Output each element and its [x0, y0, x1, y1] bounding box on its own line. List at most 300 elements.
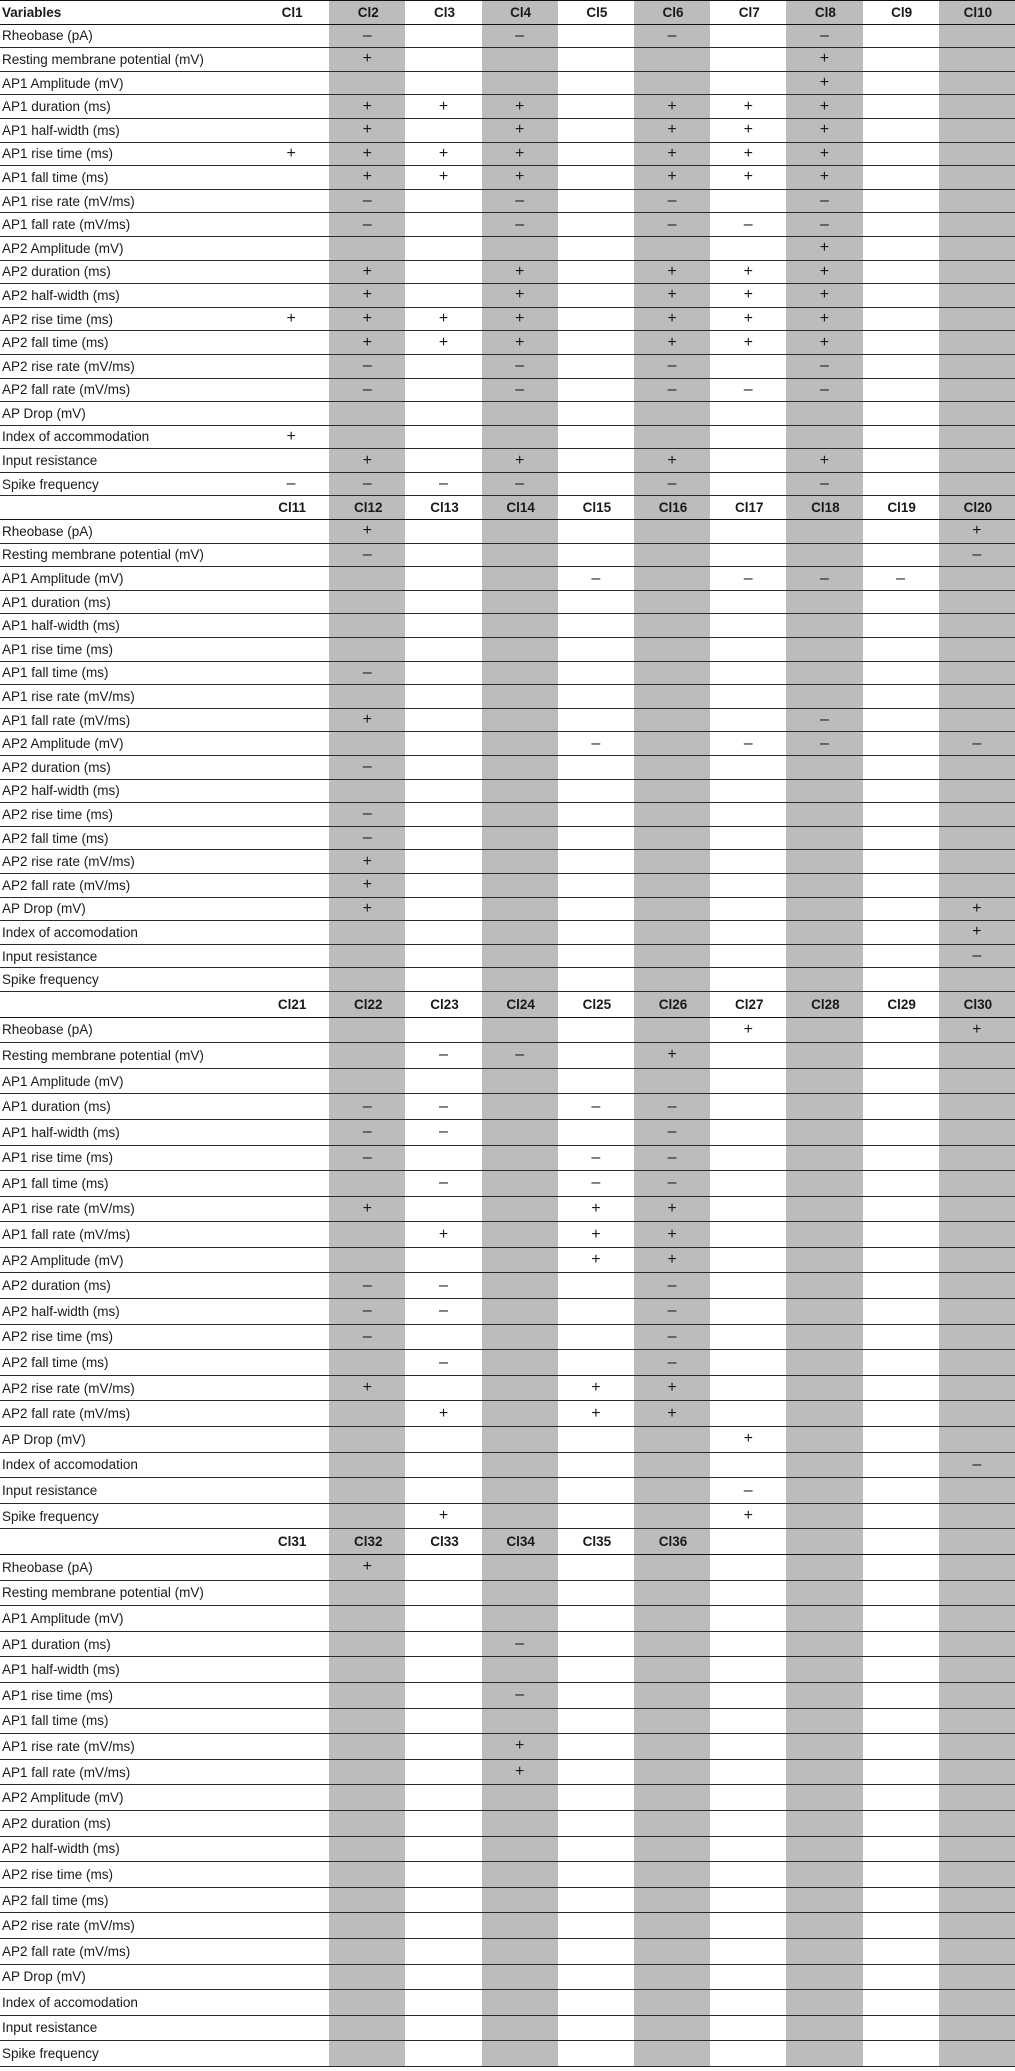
table-cell — [405, 543, 481, 567]
row-label: AP2 Amplitude (mV) — [2, 240, 124, 256]
table-row — [0, 708, 1015, 732]
table-cell — [253, 1759, 329, 1785]
table-cell — [253, 1785, 329, 1811]
table-cell — [863, 1247, 939, 1273]
table-cell — [786, 1119, 862, 1145]
header-label: Variables — [2, 4, 62, 20]
table-cell — [786, 1682, 862, 1708]
table-cell — [786, 520, 862, 544]
table-cell — [786, 826, 862, 850]
table-cell — [786, 1503, 862, 1529]
table-cell — [863, 1887, 939, 1913]
table-cell: + — [743, 1020, 753, 1038]
table-cell — [253, 1631, 329, 1657]
header-label — [0, 496, 253, 520]
header-label — [0, 1529, 253, 1555]
table-row — [0, 2015, 1015, 2041]
table-cell — [634, 779, 710, 803]
table-cell — [939, 1862, 1015, 1888]
table-cell — [482, 2015, 558, 2041]
table-cell — [863, 118, 939, 142]
table-cell — [558, 661, 634, 685]
table-row — [0, 1478, 1015, 1504]
table-cell — [634, 756, 710, 780]
table-cell: – — [329, 1324, 405, 1350]
table-cell — [558, 520, 634, 544]
table-cell — [558, 1478, 634, 1504]
row-label: AP2 duration (ms) — [2, 1815, 111, 1831]
table-cell: – — [329, 378, 405, 402]
table-cell: – — [634, 378, 710, 402]
table-cell — [405, 24, 481, 48]
table-cell — [863, 1043, 939, 1069]
table-cell — [634, 638, 710, 662]
table-cell — [634, 1913, 710, 1939]
table-cell — [710, 236, 786, 260]
table-cell: – — [634, 1119, 710, 1145]
table-row — [0, 1913, 1015, 1939]
table-cell: + — [482, 95, 558, 119]
table-cell: + — [743, 1507, 753, 1525]
table-cell — [786, 1350, 862, 1376]
table-cell — [253, 1043, 329, 1069]
table-row — [0, 24, 1015, 48]
table-cell — [939, 1964, 1015, 1990]
table-cell: – — [329, 1145, 405, 1171]
table-cell — [329, 1606, 405, 1632]
table-cell — [634, 1887, 710, 1913]
table-cell — [253, 1913, 329, 1939]
table-cell — [558, 1068, 634, 1094]
table-cell — [329, 71, 405, 95]
table-cell — [482, 850, 558, 874]
column-header: Cl31 — [277, 1534, 307, 1550]
table-cell — [786, 1068, 862, 1094]
row-label: Resting membrane potential (mV) — [2, 547, 204, 563]
row-label: AP1 rise time (ms) — [2, 1150, 114, 1166]
table-cell — [786, 590, 862, 614]
table-cell: + — [786, 48, 862, 72]
table-cell — [634, 1708, 710, 1734]
row-label: AP2 rise time (ms) — [2, 311, 114, 327]
table-cell — [253, 567, 329, 591]
table-cell — [710, 449, 786, 473]
table-cell — [786, 1299, 862, 1325]
table-cell — [634, 1555, 710, 1581]
table-cell — [863, 189, 939, 213]
table-cell — [863, 1375, 939, 1401]
table-cell: – — [939, 1452, 1015, 1478]
table-cell — [863, 213, 939, 237]
table-cell — [405, 48, 481, 72]
table-cell — [634, 567, 710, 591]
table-cell — [634, 1580, 710, 1606]
table-cell: + — [286, 310, 296, 328]
table-cell — [558, 2015, 634, 2041]
column-header: Cl24 — [482, 991, 558, 1017]
table-cell — [558, 1836, 634, 1862]
table-cell — [939, 284, 1015, 308]
table-cell — [405, 921, 481, 945]
table-cell — [405, 402, 481, 426]
table-row — [0, 850, 1015, 874]
row-label: Resting membrane potential (mV) — [2, 51, 204, 67]
table-cell — [786, 1222, 862, 1248]
table-cell — [863, 1759, 939, 1785]
table-cell — [863, 24, 939, 48]
table-cell — [253, 1273, 329, 1299]
table-cell: + — [634, 166, 710, 190]
table-cell — [786, 1555, 862, 1581]
table-cell: + — [329, 1555, 405, 1581]
table-cell — [863, 1836, 939, 1862]
column-header: Cl29 — [887, 996, 916, 1012]
table-cell — [863, 1938, 939, 1964]
table-cell: + — [634, 1401, 710, 1427]
table-cell: + — [438, 333, 449, 351]
row-label: AP2 rise rate (mV/ms) — [2, 1918, 135, 1934]
table-cell — [863, 1810, 939, 1836]
table-cell — [786, 1324, 862, 1350]
table-cell — [786, 661, 862, 685]
row-label: Index of accomodation — [2, 1994, 138, 2010]
table-cell: + — [786, 284, 862, 308]
table-cell — [710, 1145, 786, 1171]
table-cell — [329, 1810, 405, 1836]
table-cell: – — [591, 1148, 601, 1166]
table-cell — [634, 590, 710, 614]
table-cell — [253, 118, 329, 142]
table-cell — [863, 354, 939, 378]
table-cell — [786, 1785, 862, 1811]
table-cell — [558, 685, 634, 709]
table-cell — [329, 1068, 405, 1094]
row-label: AP Drop (mV) — [2, 1969, 86, 1985]
table-row — [0, 803, 1015, 827]
table-row — [0, 543, 1015, 567]
table-row — [0, 1836, 1015, 1862]
table-cell — [329, 1478, 405, 1504]
table-cell — [405, 284, 481, 308]
table-cell — [863, 968, 939, 992]
table-cell — [558, 1555, 634, 1581]
table-cell: + — [634, 331, 710, 355]
table-row — [0, 1094, 1015, 1120]
table-cell — [863, 95, 939, 119]
table-cell — [786, 1580, 862, 1606]
column-header: Cl16 — [634, 496, 710, 520]
table-cell — [329, 1938, 405, 1964]
table-cell — [863, 284, 939, 308]
row-label: AP1 rise time (ms) — [2, 641, 114, 657]
table-cell — [558, 1682, 634, 1708]
table-cell — [558, 1606, 634, 1632]
table-cell — [939, 2041, 1015, 2067]
table-cell — [710, 1836, 786, 1862]
table-cell — [329, 921, 405, 945]
table-cell — [863, 732, 939, 756]
table-cell — [634, 1734, 710, 1760]
table-cell: – — [634, 24, 710, 48]
table-cell — [253, 873, 329, 897]
row-label: AP1 duration (ms) — [2, 594, 111, 610]
table-cell: – — [786, 189, 862, 213]
table-cell: – — [482, 24, 558, 48]
table-cell — [558, 1810, 634, 1836]
table-cell — [634, 944, 710, 968]
table-cell — [710, 2015, 786, 2041]
table-cell — [482, 708, 558, 732]
table-cell — [939, 402, 1015, 426]
table-cell — [863, 2041, 939, 2067]
table-cell — [710, 402, 786, 426]
table-cell: + — [634, 1222, 710, 1248]
table-cell — [253, 236, 329, 260]
table-cell: + — [438, 1404, 449, 1422]
table-cell — [253, 1580, 329, 1606]
table-cell — [253, 661, 329, 685]
row-label: Input resistance — [2, 453, 98, 469]
row-label: AP2 duration (ms) — [2, 264, 111, 280]
table-row — [0, 1810, 1015, 1836]
table-cell: – — [634, 1273, 710, 1299]
table-cell — [863, 1119, 939, 1145]
table-cell — [482, 1708, 558, 1734]
table-cell — [710, 779, 786, 803]
table-cell — [710, 708, 786, 732]
table-cell — [634, 236, 710, 260]
table-cell: – — [439, 1353, 448, 1371]
table-cell — [863, 71, 939, 95]
table-cell — [253, 284, 329, 308]
table-cell: – — [482, 472, 558, 496]
table-cell: + — [482, 284, 558, 308]
table-cell — [405, 708, 481, 732]
table-cell — [253, 1094, 329, 1120]
table-cell — [405, 1196, 481, 1222]
table-cell: + — [329, 1196, 405, 1222]
table-cell: + — [786, 166, 862, 190]
table-cell — [405, 1938, 481, 1964]
table-row — [0, 1887, 1015, 1913]
table-cell — [863, 1478, 939, 1504]
row-label: Spike frequency — [2, 1508, 99, 1524]
table-cell — [939, 260, 1015, 284]
table-cell: – — [439, 1097, 448, 1115]
table-cell — [863, 638, 939, 662]
table-cell — [634, 1759, 710, 1785]
table-cell — [405, 1682, 481, 1708]
table-cell — [405, 567, 481, 591]
table-cell — [405, 1555, 481, 1581]
table-cell — [253, 1427, 329, 1453]
table-cell — [253, 543, 329, 567]
table-cell — [558, 921, 634, 945]
table-cell — [253, 708, 329, 732]
row-label: AP2 Amplitude (mV) — [2, 1252, 124, 1268]
table-cell — [253, 1350, 329, 1376]
table-cell — [710, 1043, 786, 1069]
table-cell — [939, 1913, 1015, 1939]
table-cell — [405, 236, 481, 260]
table-cell — [558, 425, 634, 449]
table-cell — [405, 779, 481, 803]
table-row — [0, 1119, 1015, 1145]
table-cell — [710, 2041, 786, 2067]
row-label: AP1 duration (ms) — [2, 1636, 111, 1652]
table-cell — [558, 166, 634, 190]
table-cell: + — [286, 427, 296, 445]
table-cell — [558, 1452, 634, 1478]
table-cell: – — [329, 1094, 405, 1120]
table-cell: + — [634, 118, 710, 142]
column-header: Cl26 — [634, 991, 710, 1017]
table-cell: + — [786, 236, 862, 260]
table-cell — [405, 944, 481, 968]
table-cell — [329, 1734, 405, 1760]
table-cell — [405, 378, 481, 402]
table-cell — [710, 1938, 786, 1964]
table-cell: + — [743, 97, 753, 115]
table-cell — [863, 708, 939, 732]
table-cell — [482, 1810, 558, 1836]
table-cell — [786, 1810, 862, 1836]
table-cell — [634, 850, 710, 874]
column-header: Cl20 — [939, 496, 1015, 520]
table-cell — [939, 708, 1015, 732]
column-header: Cl33 — [430, 1534, 459, 1550]
table-row — [0, 1759, 1015, 1785]
table-cell — [253, 449, 329, 473]
row-label: AP1 rise time (ms) — [2, 1687, 114, 1703]
table-cell — [329, 968, 405, 992]
table-cell — [863, 1145, 939, 1171]
table-cell — [863, 1708, 939, 1734]
table-cell — [405, 1887, 481, 1913]
table-cell — [329, 944, 405, 968]
table-cell — [558, 944, 634, 968]
table-cell — [710, 1171, 786, 1197]
column-header: Cl17 — [734, 500, 764, 516]
table-cell — [558, 449, 634, 473]
table-cell: + — [438, 97, 449, 115]
table-cell: – — [786, 708, 862, 732]
table-cell — [253, 732, 329, 756]
row-label: AP2 rise time (ms) — [2, 1866, 114, 1882]
row-label: AP1 half-width (ms) — [2, 1124, 120, 1140]
table-cell — [939, 1299, 1015, 1325]
table-cell — [634, 1631, 710, 1657]
table-cell — [405, 685, 481, 709]
table-cell — [863, 331, 939, 355]
table-cell — [710, 1913, 786, 1939]
table-cell — [558, 1734, 634, 1760]
table-cell — [863, 1222, 939, 1248]
table-cell: + — [743, 144, 753, 162]
table-cell — [863, 1068, 939, 1094]
table-row — [0, 968, 1015, 992]
table-cell — [405, 638, 481, 662]
table-cell — [558, 1964, 634, 1990]
header-row — [0, 991, 1015, 1017]
table-cell — [634, 1682, 710, 1708]
table-cell — [482, 1222, 558, 1248]
table-cell — [634, 2041, 710, 2067]
table-cell — [253, 1734, 329, 1760]
table-cell — [786, 1017, 862, 1043]
column-header: Cl25 — [582, 996, 612, 1012]
table-cell — [786, 921, 862, 945]
table-cell — [939, 685, 1015, 709]
table-cell — [405, 449, 481, 473]
row-label: AP1 fall rate (mV/ms) — [2, 712, 131, 728]
table-cell — [405, 732, 481, 756]
row-label: AP1 rise rate (mV/ms) — [2, 1201, 135, 1217]
table-cell — [482, 1478, 558, 1504]
table-row — [0, 1171, 1015, 1197]
table-cell — [863, 590, 939, 614]
table-cell — [253, 944, 329, 968]
table-cell — [786, 1427, 862, 1453]
table-cell — [710, 1785, 786, 1811]
table-cell — [939, 48, 1015, 72]
table-row — [0, 1708, 1015, 1734]
table-cell: – — [329, 803, 405, 827]
table-cell — [558, 1990, 634, 2016]
table-cell — [253, 95, 329, 119]
table-cell — [329, 1682, 405, 1708]
table-cell — [710, 1708, 786, 1734]
table-cell — [939, 1094, 1015, 1120]
row-label: AP1 fall time (ms) — [2, 169, 109, 185]
table-cell — [710, 590, 786, 614]
table-cell — [558, 189, 634, 213]
table-cell — [558, 1759, 634, 1785]
table-cell: + — [743, 168, 753, 186]
table-cell — [939, 1938, 1015, 1964]
table-cell — [634, 1503, 710, 1529]
table-cell — [558, 1503, 634, 1529]
table-cell — [253, 1836, 329, 1862]
table-cell — [405, 873, 481, 897]
table-cell — [482, 1887, 558, 1913]
table-cell: + — [329, 897, 405, 921]
table-cell — [939, 1068, 1015, 1094]
table-cell — [786, 1964, 862, 1990]
table-cell — [939, 590, 1015, 614]
table-cell — [405, 1247, 481, 1273]
table-cell: – — [591, 1097, 601, 1115]
table-cell — [253, 331, 329, 355]
table-cell: – — [329, 24, 405, 48]
table-cell — [939, 850, 1015, 874]
table-cell: + — [634, 1375, 710, 1401]
table-cell — [482, 921, 558, 945]
table-cell: – — [329, 1299, 405, 1325]
table-cell — [558, 1938, 634, 1964]
table-cell — [710, 1682, 786, 1708]
row-label: AP2 rise time (ms) — [2, 1329, 114, 1345]
table-cell — [710, 1657, 786, 1683]
table-cell — [710, 48, 786, 72]
table-cell: + — [634, 284, 710, 308]
table-cell — [253, 638, 329, 662]
table-cell — [482, 48, 558, 72]
table-cell — [786, 1862, 862, 1888]
table-cell — [939, 873, 1015, 897]
column-header — [863, 1529, 939, 1555]
table-cell — [710, 1299, 786, 1325]
